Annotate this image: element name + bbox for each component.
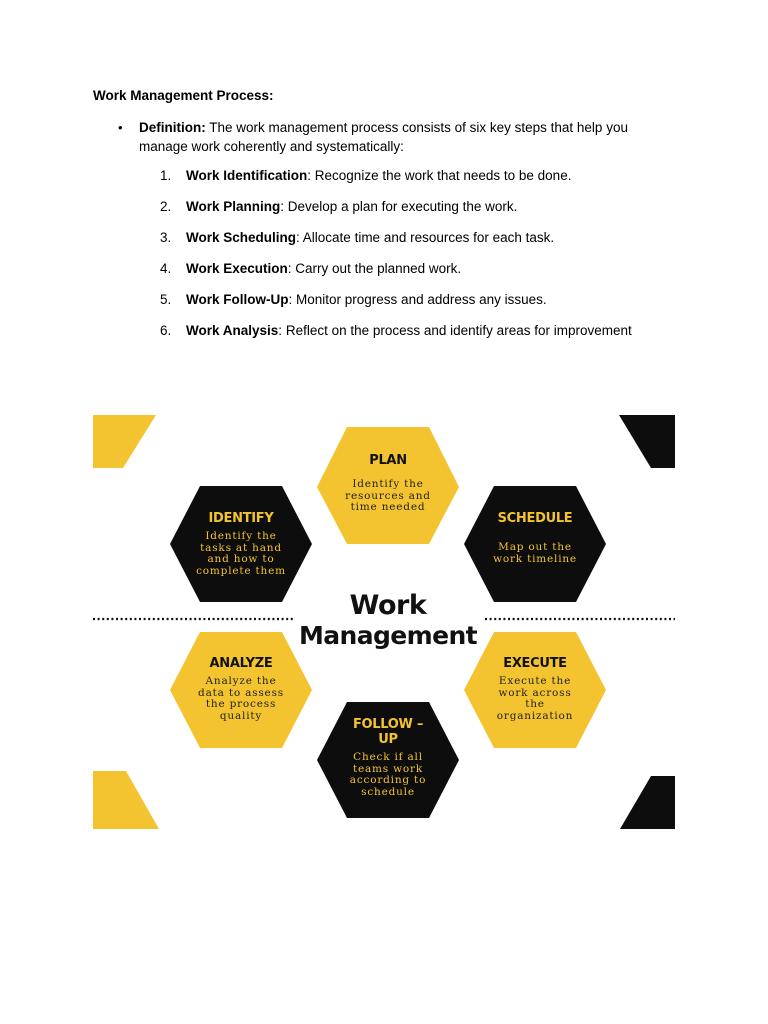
definition-bullet xyxy=(118,119,678,156)
step-title: Work Scheduling xyxy=(186,230,297,245)
definition-text xyxy=(139,119,678,156)
step-number: 1. xyxy=(160,168,172,183)
step-separator: : xyxy=(288,292,293,307)
bullet-icon: • xyxy=(118,120,123,135)
work-management-infographic xyxy=(93,415,675,829)
corner-accent-top-left xyxy=(93,415,156,468)
followup-title: FOLLOW – UP xyxy=(352,717,424,747)
schedule-description: Map out the work timeline xyxy=(493,541,577,565)
step-number: 3. xyxy=(160,230,172,245)
step-text: Carry out the planned work. xyxy=(291,261,462,276)
step-title: Work Follow-Up xyxy=(186,292,289,307)
step-number: 6. xyxy=(160,323,172,338)
followup-description: Check if all teams work according to schedule xyxy=(349,751,427,798)
step-item xyxy=(160,199,680,230)
step-title: Work Planning xyxy=(186,199,281,214)
step-separator: : xyxy=(280,199,285,214)
definition-label: Definition: xyxy=(139,120,206,135)
identify-description: Identify the tasks at hand and how to complete them xyxy=(196,530,286,577)
step-text: Develop a plan for executing the work. xyxy=(284,199,518,214)
schedule-title: SCHEDULE xyxy=(497,511,573,526)
step-text: Allocate time and resources for each task. xyxy=(299,230,555,245)
step-number: 5. xyxy=(160,292,172,307)
step-item xyxy=(160,168,680,199)
step-text: Monitor progress and address any issues. xyxy=(292,292,547,307)
step-text: Recognize the work that needs to be done. xyxy=(311,168,572,183)
corner-accent-bottom-right xyxy=(620,776,675,829)
step-item xyxy=(160,292,680,323)
analyze-description: Analyze the data to assess the process quality xyxy=(198,675,284,722)
definition-body: The work management process consists of six key steps that help you manage work coherently and systematically: xyxy=(139,120,628,154)
step-number: 4. xyxy=(160,261,172,276)
step-item xyxy=(160,230,680,261)
step-title: Work Execution xyxy=(186,261,288,276)
corner-accent-top-right xyxy=(619,415,675,468)
corner-accent-bottom-left xyxy=(93,771,159,829)
title-line-management: Management xyxy=(298,621,478,650)
execute-title: EXECUTE xyxy=(503,656,567,671)
step-separator: : xyxy=(296,230,300,245)
identify-title: IDENTIFY xyxy=(208,511,274,526)
page-heading: Work Management Process: xyxy=(93,88,274,103)
step-item xyxy=(160,323,680,354)
steps-list xyxy=(160,168,680,354)
plan-description: Identify the resources and time needed xyxy=(345,478,431,514)
step-number: 2. xyxy=(160,199,172,214)
step-title: Work Identification xyxy=(186,168,308,183)
title-line-work: Work xyxy=(349,590,427,621)
analyze-title: ANALYZE xyxy=(209,656,273,671)
step-text: Reflect on the process and identify areas for improvement xyxy=(282,323,632,338)
step-separator: : xyxy=(307,168,312,183)
plan-title: PLAN xyxy=(369,453,407,468)
step-separator: : xyxy=(278,323,283,338)
infographic-title xyxy=(273,591,503,651)
step-item xyxy=(160,261,680,292)
step-title: Work Analysis xyxy=(186,323,279,338)
step-separator: : xyxy=(287,261,292,276)
execute-description: Execute the work across the organization xyxy=(496,675,574,722)
